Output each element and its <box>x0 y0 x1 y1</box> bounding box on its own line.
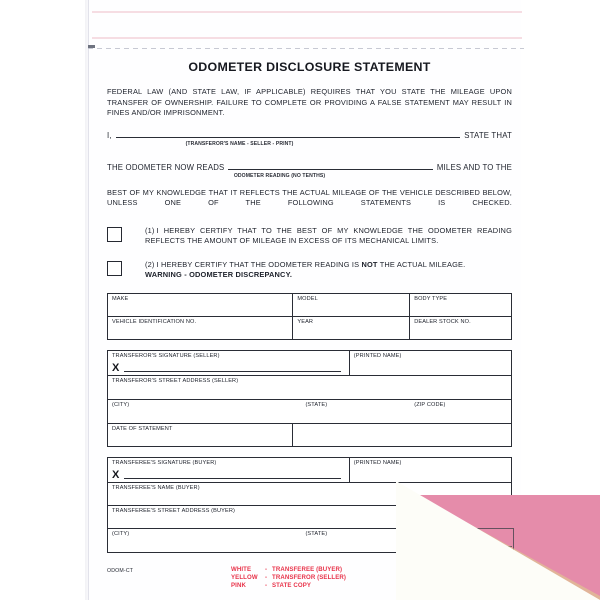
federal-law-notice: FEDERAL LAW (AND STATE LAW, IF APPLICABLE) REQUIRES THAT YOU STATE THE MILEAGE UPON TRANSFER OF OWNERSHIP. FAILURE TO COMPLETE OR PROVIDING A FALSE STATEMENT MAY RESULT IN FINES AND/OR IMPRISONMENT. <box>107 87 512 118</box>
legend-row-white <box>231 566 346 574</box>
cell-dealer-stock-no[interactable] <box>410 317 511 339</box>
cell-transferor-signature[interactable] <box>108 351 350 375</box>
signature-x-mark: X <box>112 469 120 482</box>
cell-date-of-statement[interactable] <box>108 424 293 446</box>
odometer-discrepancy-warning: WARNING - ODOMETER DISCREPANCY. <box>145 269 293 279</box>
table-row <box>108 506 511 529</box>
table-row <box>108 483 511 506</box>
legend-row-pink <box>231 582 346 590</box>
declarant-suffix-label: STATE THAT <box>464 130 512 140</box>
cell-vin[interactable] <box>108 317 293 339</box>
odometer-reading-row <box>107 163 512 172</box>
copy-distribution-legend <box>231 566 346 591</box>
legend-recipient-yellow: TRANSFEROR (SELLER) <box>272 574 347 582</box>
label-body-type: BODY TYPE <box>414 296 448 303</box>
label-date-of-statement: DATE OF STATEMENT <box>112 426 173 433</box>
cell-transferor-zip[interactable] <box>410 400 511 423</box>
label-transferor-street: TRANSFEROR'S STREET ADDRESS (SELLER) <box>112 378 239 385</box>
form-content <box>107 60 512 553</box>
cell-transferee-state[interactable] <box>301 529 511 552</box>
cell-transferor-printed-name[interactable] <box>350 351 511 375</box>
table-row <box>108 294 511 317</box>
cell-date-filler <box>293 424 511 446</box>
transferee-signature-input[interactable] <box>124 477 341 479</box>
cell-transferee-city[interactable] <box>108 529 301 552</box>
cell-model[interactable] <box>293 294 410 316</box>
table-row <box>108 424 511 446</box>
legend-dash: - <box>265 574 268 582</box>
certification-text-1 <box>145 226 512 247</box>
cell-transferor-city[interactable] <box>108 400 301 423</box>
page-title: ODOMETER DISCLOSURE STATEMENT <box>188 60 431 74</box>
odometer-prefix-label: THE ODOMETER NOW READS <box>107 162 225 172</box>
declarant-name-input[interactable] <box>116 136 460 138</box>
certification-checkbox-list <box>107 226 512 280</box>
certification-checkbox-1[interactable] <box>107 227 122 242</box>
label-year: YEAR <box>297 319 314 326</box>
label-transferee-city: (CITY) <box>112 531 130 538</box>
table-row <box>108 376 511 400</box>
label-transferor-state: (STATE) <box>305 402 328 409</box>
label-dealer-stock-no: DEALER STOCK NO. <box>414 319 471 326</box>
certification-body-2-before: I HEREBY CERTIFY THAT THE ODOMETER READING IS <box>156 259 360 269</box>
label-make: MAKE <box>112 296 129 303</box>
knowledge-statement: BEST OF MY KNOWLEDGE THAT IT REFLECTS THE ACTUAL MILEAGE OF THE VEHICLE DESCRIBED BELOW, UNLESS ONE OF THE FOLLOWING STATEMENTS IS CHECKED. <box>107 187 512 208</box>
label-transferor-signature: TRANSFEROR'S SIGNATURE (SELLER) <box>112 353 220 360</box>
legend-recipient-white: TRANSFEREE (BUYER) <box>272 566 343 573</box>
legend-color-white: WHITE <box>231 566 252 573</box>
odometer-suffix-label: MILES AND TO THE <box>436 162 512 172</box>
odometer-reading-field-group <box>107 163 512 179</box>
perforation-line <box>88 48 524 49</box>
perforation-tick <box>88 45 95 48</box>
declarant-name-field-group <box>107 131 512 147</box>
cell-body-type[interactable] <box>410 294 511 316</box>
certification-number-1: (1) <box>145 225 155 235</box>
transferor-section-table <box>107 350 512 447</box>
table-row <box>108 317 511 339</box>
label-model: MODEL <box>297 296 318 303</box>
label-transferor-city: (CITY) <box>112 402 130 409</box>
legend-row-yellow <box>231 574 346 582</box>
cell-transferee-printed-name[interactable] <box>350 458 511 482</box>
vehicle-information-table <box>107 293 512 340</box>
transferee-section-table <box>107 457 512 553</box>
certification-item-1 <box>107 226 512 247</box>
legend-dash: - <box>265 582 268 590</box>
declarant-prefix-label: I, <box>107 130 112 140</box>
table-row <box>108 400 511 424</box>
cell-year[interactable] <box>293 317 410 339</box>
certification-number-2: (2) <box>145 259 155 269</box>
declarant-name-caption: (TRANSFEROR'S NAME - SELLER - PRINT) <box>185 140 294 147</box>
transferor-signature-input[interactable] <box>124 370 341 372</box>
label-transferee-signature: TRANSFEREE'S SIGNATURE (BUYER) <box>112 460 217 467</box>
cell-transferee-street[interactable] <box>108 506 511 528</box>
label-transferee-printed-name: (PRINTED NAME) <box>353 460 402 467</box>
pink-guide-line-top <box>92 11 522 13</box>
odometer-reading-caption: ODOMETER READING (NO TENTHS) <box>233 172 326 179</box>
declarant-row <box>107 131 512 140</box>
label-transferor-printed-name: (PRINTED NAME) <box>353 353 402 360</box>
label-vin: VEHICLE IDENTIFICATION NO. <box>112 319 197 326</box>
cell-transferee-name[interactable] <box>108 483 511 505</box>
legend-recipient-pink: STATE COPY <box>272 582 312 590</box>
table-row <box>108 351 511 376</box>
label-transferor-zip: (ZIP CODE) <box>414 402 446 409</box>
certification-body-2-after: THE ACTUAL MILEAGE. <box>379 259 466 269</box>
pink-guide-line-second <box>92 37 522 39</box>
odometer-reading-input[interactable] <box>228 168 432 170</box>
certification-text-2 <box>145 260 465 281</box>
table-row <box>108 529 511 552</box>
cell-make[interactable] <box>108 294 293 316</box>
signature-x-mark: X <box>112 362 120 375</box>
legend-color-yellow: YELLOW <box>231 574 258 582</box>
label-transferee-state: (STATE) <box>305 531 328 538</box>
certification-emphasis-not: NOT <box>361 259 378 269</box>
certification-body-1: I HEREBY CERTIFY THAT TO THE BEST OF MY KNOWLEDGE THE ODOMETER READING REFLECTS THE AMOUNT OF MILEAGE IN EXCESS OF ITS MECHANICAL LIMITS. <box>145 225 512 246</box>
legend-dash: - <box>265 566 268 573</box>
label-transferee-street: TRANSFEREE'S STREET ADDRESS (BUYER) <box>112 508 235 515</box>
form-code: ODOM-CT <box>107 568 134 574</box>
cell-transferee-signature[interactable] <box>108 458 350 482</box>
certification-item-2 <box>107 260 512 281</box>
label-transferee-name: TRANSFEREE'S NAME (BUYER) <box>112 485 200 492</box>
table-row <box>108 458 511 483</box>
cell-transferor-state[interactable] <box>301 400 410 423</box>
cell-transferor-street[interactable] <box>108 376 511 399</box>
certification-checkbox-2[interactable] <box>107 261 122 276</box>
legend-color-pink: PINK <box>231 582 246 590</box>
